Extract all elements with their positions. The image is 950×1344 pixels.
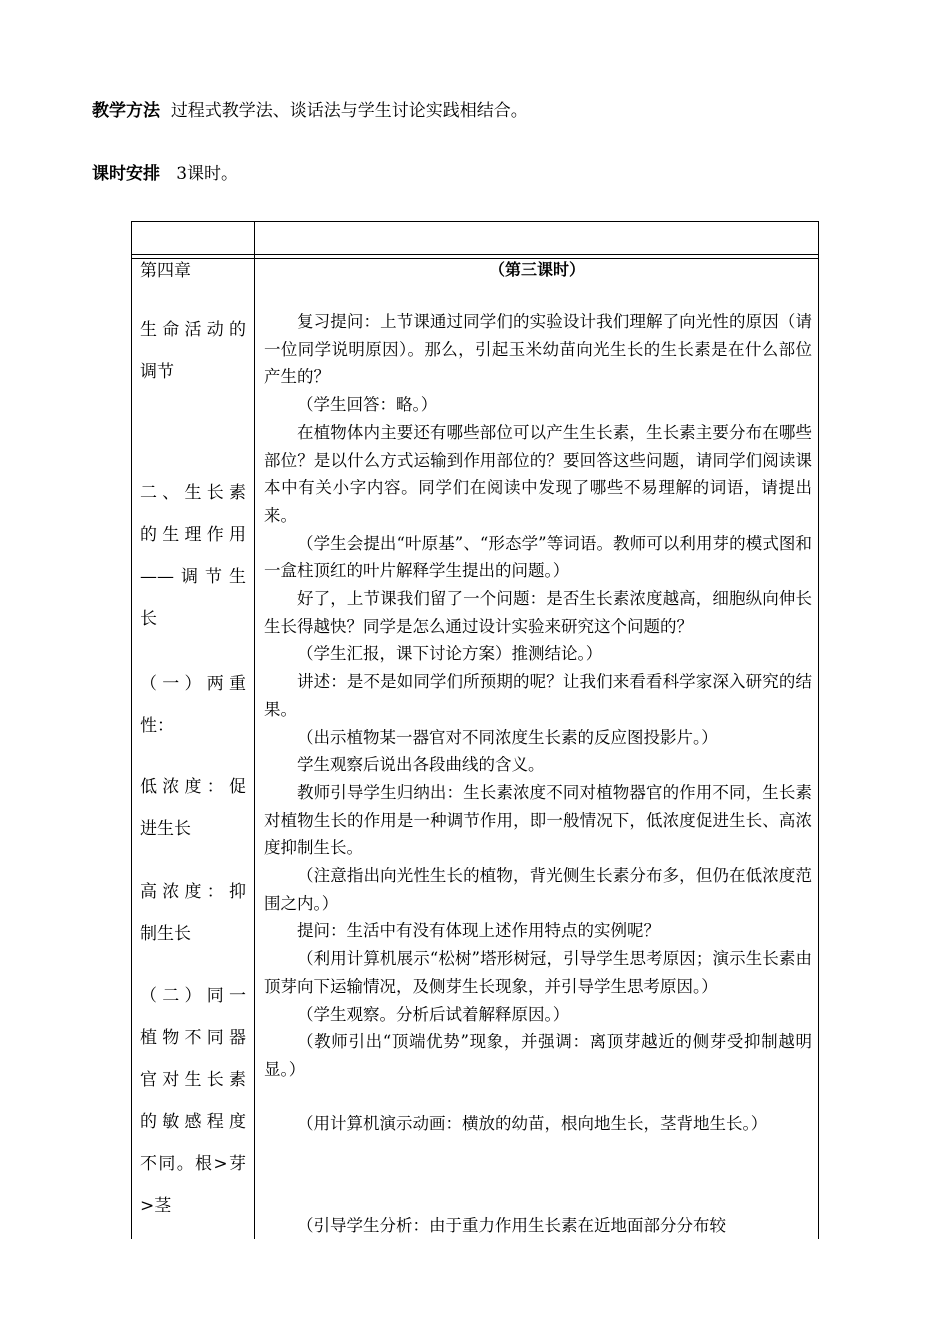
paragraph: 教师引导学生归纳出：生长素浓度不同对植物器官的作用不同，生长素对植物生长的作用是一种调节作用，即一般情况下，低浓度促进生长、高浓度抑制生长。 — [264, 782, 812, 858]
high-concentration-note: 高浓度：抑 制生长 — [140, 882, 246, 944]
paragraph: 提问：生活中有没有体现上述作用特点的实例呢？ — [297, 921, 660, 941]
teaching-method-text: 过程式教学法、谈话法与学生讨论实践相结合。 — [170, 101, 528, 121]
paragraph: （学生汇报，课下讨论方案）推测结论。） — [297, 644, 603, 664]
paragraph: 学生观察后说出各段曲线的含义。 — [297, 755, 545, 775]
paragraph: 复习提问：上节课通过同学们的实验设计我们理解了向光性的原因（请一位同学说明原因）。那么，引起玉米幼苗向光生长的生长素是在什么部位产生的？ — [264, 312, 812, 387]
chapter-title: 生命活动的 调节 — [140, 320, 246, 382]
low-concentration-note: 低浓度：促 进生长 — [140, 777, 246, 839]
paragraph: （学生观察。分析后试着解释原因。） — [297, 1004, 570, 1024]
paragraph: 在植物体内主要还有哪些部位可以产生生长素，生长素主要分布在哪些部位？是以什么方式运输到作用部位的？要回答这些问题，请同学们阅读课本中有关小字内容。同学们在阅读中发现了哪些不易理解的词语，请提出来。 — [264, 422, 812, 525]
paragraph: （用计算机演示动画：横放的幼苗，根向地生长，茎背地生长。） — [297, 1114, 768, 1133]
animation-note — [264, 1107, 812, 1141]
paragraph: （学生回答：略。） — [297, 395, 438, 415]
teaching-method-line — [92, 100, 528, 122]
point-dual-nature: （一）两重 性： — [140, 674, 246, 736]
paragraph: （学生会提出“叶原基”、“形态学”等词语。教师可以利用芽的模式图和一盒柱顶红的叶片解释学生提出的问题。） — [264, 533, 812, 581]
table-header-divider — [131, 254, 819, 255]
class-hours-text: 3课时。 — [176, 164, 239, 184]
paragraph: （利用计算机展示“松树”塔形树冠，引导学生思考原因；演示生长素由顶芽向下运输情况，及侧芽生长现象，并引导学生思考原因。） — [264, 949, 812, 996]
paragraph: （出示植物某一器官对不同浓度生长素的反应图投影片。） — [297, 727, 718, 747]
teaching-method-label: 教学方法 — [92, 101, 160, 121]
class-hours-label: 课时安排 — [92, 164, 160, 184]
table-column-divider — [254, 221, 255, 1239]
paragraph: 讲述：是不是如同学们所预期的呢？让我们来看看科学家深入研究的结果。 — [264, 672, 812, 719]
paragraph: （注意指出向光性生长的植物，背光侧生长素分布多，但仍在低浓度范围之内。） — [264, 866, 812, 913]
chapter-label: 第四章 — [140, 261, 191, 281]
class-hours-line — [92, 163, 238, 185]
lesson-body — [264, 308, 812, 1084]
analysis-note — [264, 1212, 812, 1240]
paragraph: （教师引出“顶端优势”现象，并强调：离顶芽越近的侧芽受抑制越明显。） — [264, 1032, 812, 1079]
paragraph: （引导学生分析：由于重力作用生长素在近地面部分分布较 — [297, 1216, 726, 1235]
point-organ-sensitivity: （二）同一 植物不同器 官对生长素 的敏感程度 不同。根>芽 >茎 — [140, 986, 246, 1216]
lesson-heading: （第三课时） — [488, 260, 585, 279]
section-title: 二、生长素 的生理作用 ——调节生 长 — [140, 483, 246, 629]
paragraph: 好了，上节课我们留了一个问题：是否生长素浓度越高，细胞纵向伸长生长得越快？同学是怎么通过设计实验来研究这个问题的？ — [264, 589, 812, 636]
